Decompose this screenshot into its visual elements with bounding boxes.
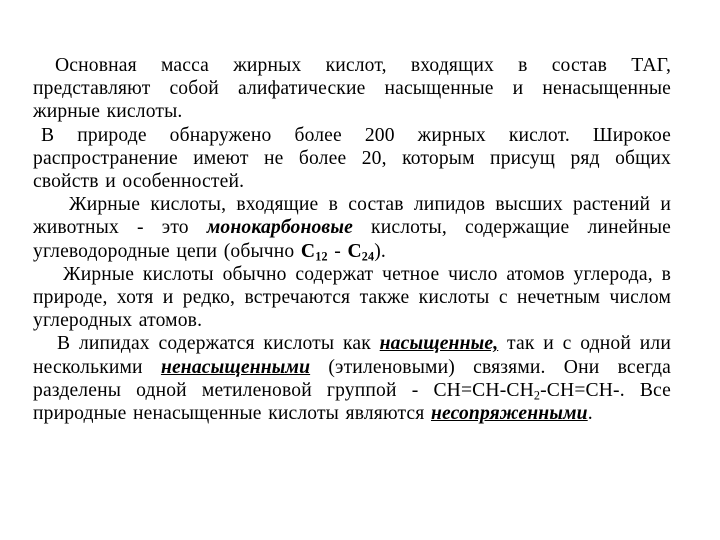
formula-subscript: 2 (533, 388, 541, 403)
text-run: . (587, 403, 593, 425)
emphasis-monocarboxylic: монокарбоновые (206, 217, 353, 239)
carbon-symbol: С (300, 240, 316, 262)
paragraph-tag-composition (33, 54, 671, 124)
text-run: (этиленовыми) связями. Они всегда разделены одной метиленовой группой - СН=СН-СН (33, 356, 672, 401)
paragraph-even-carbon (33, 263, 671, 333)
emphasis-unsaturated: ненасыщенными (160, 356, 311, 378)
carbon-formula-c12 (301, 241, 328, 262)
carbon-formula-c24 (347, 241, 374, 262)
text-run: Жирные кислоты, входящие в состав липидов высших растений и животных - это (33, 194, 671, 239)
carbon-subscript: 12 (315, 249, 328, 264)
text-run: В липидах содержатся кислоты как (57, 333, 380, 355)
text-run: кислоты, содержащие линейные углеводородные цепи (обычно (33, 217, 671, 262)
text-block (33, 54, 671, 425)
paragraph-saturated-unsaturated (33, 332, 671, 425)
emphasis-nonconjugated: несопряженными (430, 403, 588, 425)
text-run: - (327, 240, 348, 262)
paragraph-text: Основная масса жирных кислот, входящих в состав ТАГ, представляют собой алифатические насыщенные и ненасыщенные жирные кислоты. (33, 55, 671, 123)
paragraph-fatty-acid-count (33, 124, 671, 194)
text-run: -СН=СН-. Все природные ненасыщенные кислоты являются (33, 379, 671, 425)
paragraph-monocarboxylic (33, 193, 671, 263)
paragraph-text: Жирные кислоты обычно содержат четное число атомов углерода, в природе, хотя и редко, встречаются также кислоты с нечетным числом углеродных атомов. (33, 263, 671, 332)
carbon-symbol: С (347, 240, 362, 262)
text-run: ). (374, 240, 386, 262)
paragraph-text: В природе обнаружено более 200 жирных кислот. Широкое распространение имеют не более 20, которым присущ ряд общих свойств и особенностей. (33, 124, 671, 193)
emphasis-saturated: насыщенные, (379, 333, 499, 355)
carbon-subscript: 24 (361, 249, 375, 264)
text-run: так и с одной или несколькими (33, 333, 671, 378)
